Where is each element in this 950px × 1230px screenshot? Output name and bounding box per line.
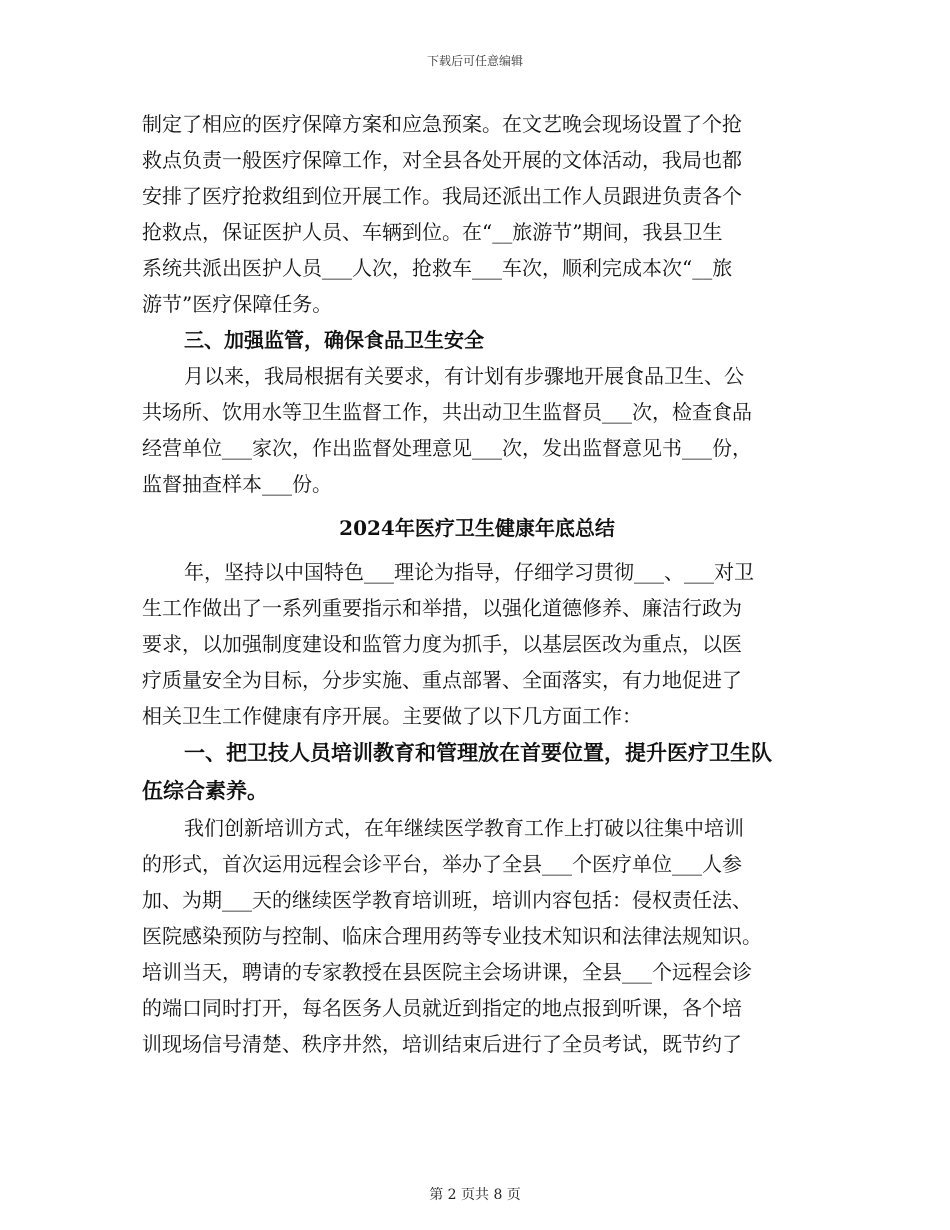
body-line: 疗质量安全为目标，分步实施、重点部署、全面落实，有力地促进了 bbox=[142, 668, 742, 692]
body-line: 监督抽查样本___份。 bbox=[142, 472, 332, 496]
body-line: 的形式，首次运用远程会诊平台，举办了全县___个医疗单位___人参 bbox=[142, 852, 742, 876]
body-line: 抢救点，保证医护人员、车辆到位。在“__旅游节”期间，我县卫生 bbox=[142, 220, 723, 244]
body-line: 加、为期___天的继续医学教育培训班，培训内容包括：侵权责任法、 bbox=[142, 888, 752, 912]
body-line: 共场所、饮用水等卫生监督工作，共出动卫生监督员___次，检查食品 bbox=[142, 400, 752, 424]
document-body bbox=[142, 106, 812, 1062]
body-line: 我们创新培训方式，在年继续医学教育工作上打破以往集中培训 bbox=[184, 816, 744, 840]
body-line: 游节”医疗保障任务。 bbox=[142, 292, 333, 316]
body-line: 系统共派出医护人员___人次，抢救车___车次，顺利完成本次“__旅 bbox=[142, 256, 733, 280]
body-line: 月以来，我局根据有关要求，有计划有步骤地开展食品卫生、公 bbox=[184, 364, 744, 388]
body-line: 要求，以加强制度建设和监管力度为抓手，以基层医改为重点，以医 bbox=[142, 632, 742, 656]
document-title: 2024年医疗卫生健康年底总结 bbox=[339, 516, 615, 540]
body-line: 经营单位___家次，作出监督处理意见___次，发出监督意见书___份， bbox=[142, 436, 752, 460]
body-line: 安排了医疗抢救组到位开展工作。我局还派出工作人员跟进负责各个 bbox=[142, 184, 742, 208]
section-heading-3: 三、加强监管，确保食品卫生安全 bbox=[184, 328, 484, 352]
body-line: 的端口同时打开，每名医务人员就近到指定的地点报到听课，各个培 bbox=[142, 996, 742, 1020]
section-heading-1-cont: 伍综合素养。 bbox=[142, 778, 268, 803]
body-line: 医院感染预防与控制、临床合理用药等专业技术知识和法律法规知识。 bbox=[142, 924, 762, 948]
body-line: 年，坚持以中国特色___理论为指导，仔细学习贯彻___、___对卫 bbox=[184, 560, 754, 584]
body-line: 训现场信号清楚、秩序井然，培训结束后进行了全员考试，既节约了 bbox=[142, 1032, 742, 1056]
body-line: 制定了相应的医疗保障方案和应急预案。在文艺晚会现场设置了个抢 bbox=[142, 112, 742, 136]
body-line: 生工作做出了一系列重要指示和举措，以强化道德修养、廉洁行政为 bbox=[142, 596, 742, 620]
page-footer: 第 2 页共 8 页 bbox=[429, 1187, 521, 1203]
page-header: 下载后可任意编辑 bbox=[426, 54, 523, 68]
section-heading-1: 一、把卫技人员培训教育和管理放在首要位置，提升医疗卫生队 bbox=[184, 740, 772, 765]
body-line: 相关卫生工作健康有序开展。主要做了以下几方面工作： bbox=[142, 704, 642, 728]
body-line: 救点负责一般医疗保障工作，对全县各处开展的文体活动，我局也都 bbox=[142, 148, 742, 172]
body-line: 培训当天，聘请的专家教授在县医院主会场讲课，全县___个远程会诊 bbox=[142, 960, 752, 984]
